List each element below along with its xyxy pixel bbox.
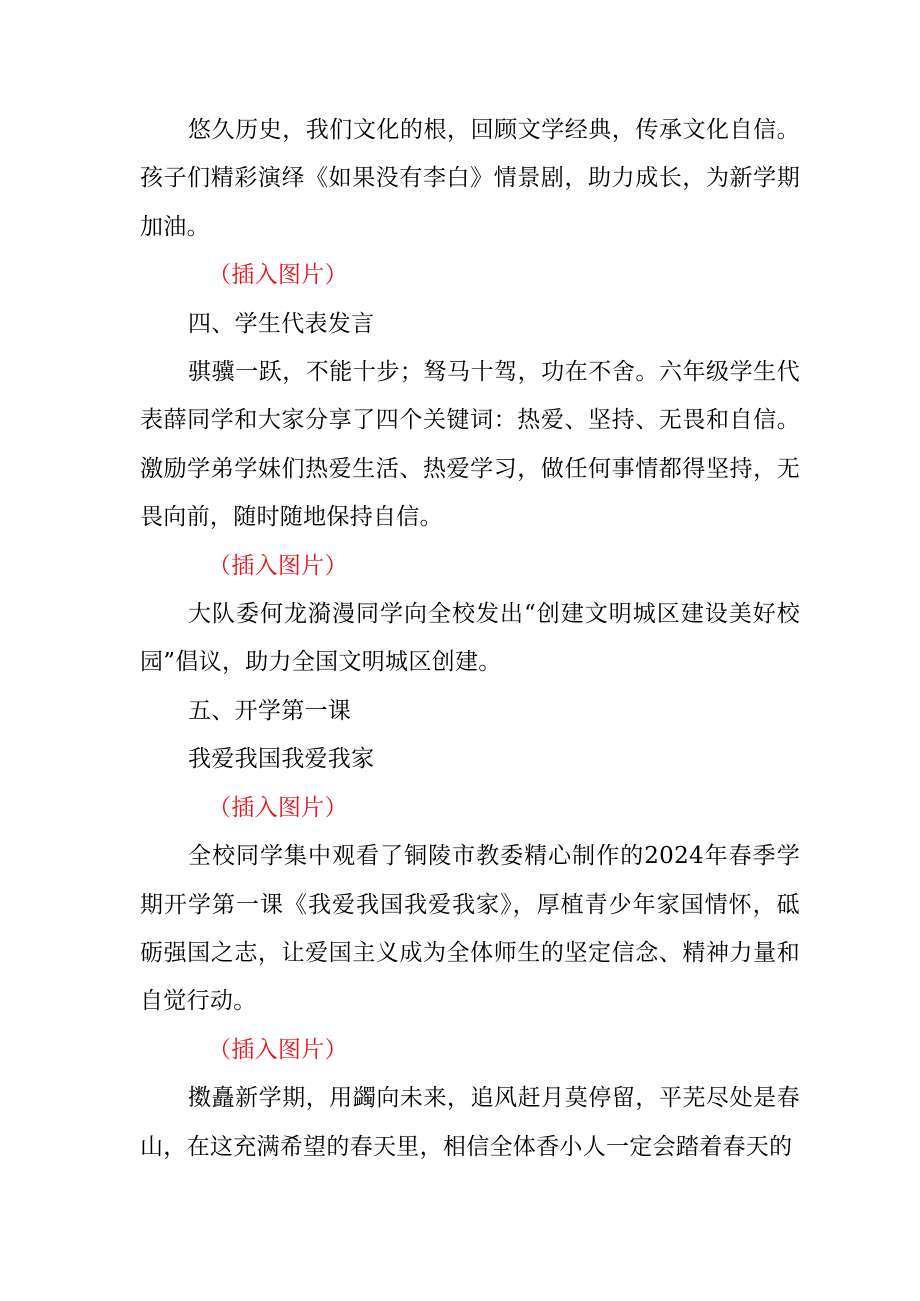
paragraph-first-lesson-viewing: 全校同学集中观看了铜陵市教委精心制作的2024年春季学期开学第一课《我爱我国我爱我家》，厚植青少年家国情怀，砥砺强国之志，让爱国主义成为全体师生的坚定信念、精神力量和自觉行动。 xyxy=(140,843,800,1015)
subheading-love-country-home: 我爱我国我爱我家 xyxy=(188,746,375,773)
paragraph-literature-classics: 悠久历史，我们文化的根，回顾文学经典，传承文化自信。孩子们精彩演绎《如果没有李白》情景剧，助力成长，为新学期加油。 xyxy=(140,117,800,240)
insert-image-placeholder: （插入图片） xyxy=(208,794,348,821)
section-heading-first-lesson: 五、开学第一课 xyxy=(188,697,352,724)
insert-image-placeholder: （插入图片） xyxy=(208,1036,348,1063)
section-heading-student-speech: 四、学生代表发言 xyxy=(188,310,375,337)
insert-image-placeholder: （插入图片） xyxy=(208,552,348,579)
paragraph-civilization-initiative: 大队委何龙漪漫同学向全校发出“创建文明城区建设美好校园”倡议，助力全国文明城区创建。 xyxy=(140,601,800,676)
insert-image-placeholder: （插入图片） xyxy=(208,262,348,289)
document-body xyxy=(140,106,800,1171)
paragraph-student-representative: 骐骥一跃，不能十步；驽马十驾，功在不舍。六年级学生代表薛同学和大家分享了四个关键词：热爱、坚持、无畏和自信。激励学弟学妹们热爱生活、热爱学习，做任何事情都得坚持，无畏向前，随时随地保持自信。 xyxy=(140,359,800,531)
paragraph-new-semester: 擞矗新学期，用蠲向未来，追风赶月莫停留，平芜尽处是春山，在这充满希望的春天里，相信全体香小人一定会踏着春天的 xyxy=(140,1085,800,1160)
